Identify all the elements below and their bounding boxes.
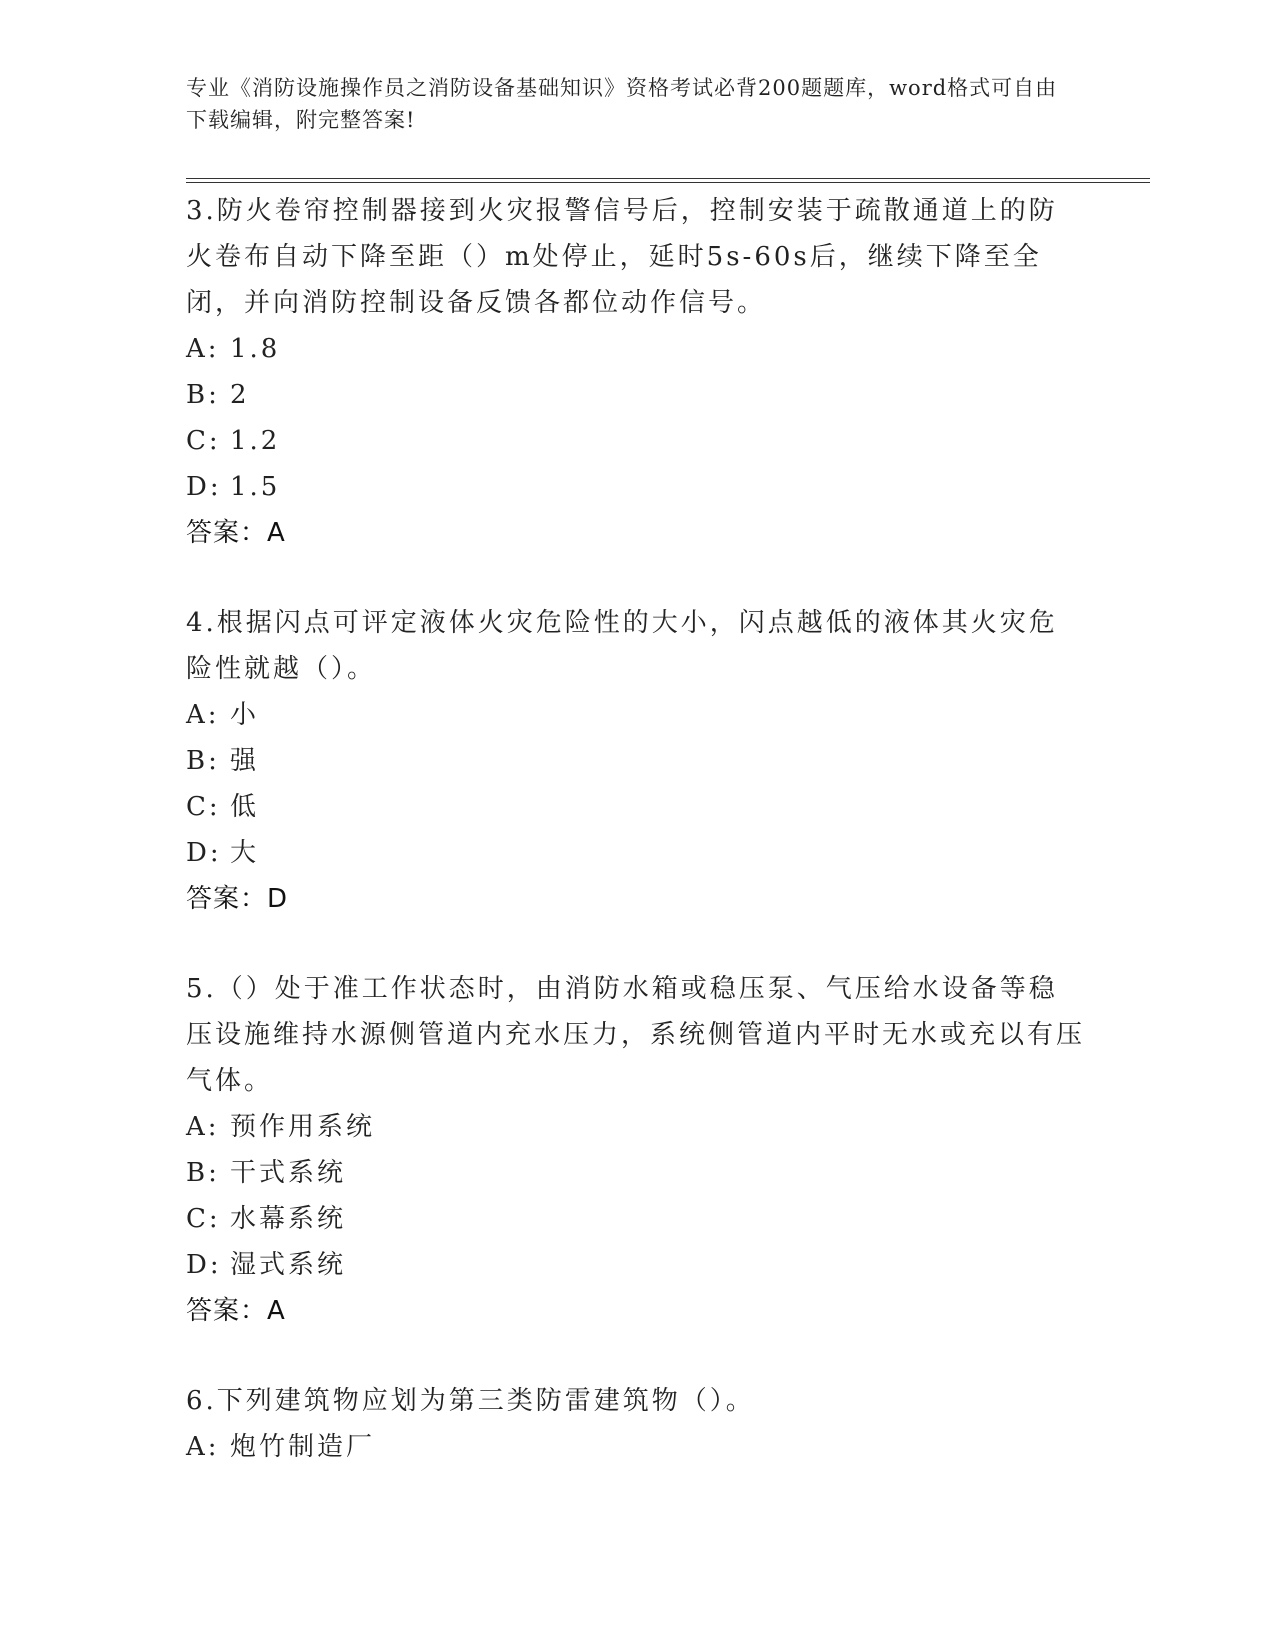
- question-list: [186, 188, 1086, 1514]
- answer-line: 答案：A: [186, 1296, 286, 1326]
- option-c: [186, 784, 1086, 830]
- option-value: 2: [230, 380, 250, 410]
- option-key: B:: [186, 380, 220, 410]
- question-4: [186, 600, 1086, 922]
- question-6: [186, 1378, 1086, 1470]
- option-c: [186, 418, 1086, 464]
- option-value: 1.5: [230, 472, 281, 502]
- question-text: 4.根据闪点可评定液体火灾危险性的大小，闪点越低的液体其火灾危险性就越（）。: [186, 608, 1058, 684]
- option-c: [186, 1196, 1086, 1242]
- option-b: [186, 738, 1086, 784]
- option-key: B:: [186, 1158, 220, 1188]
- option-value: 预作用系统: [230, 1112, 376, 1142]
- option-a: [186, 692, 1086, 738]
- question-text: 3.防火卷帘控制器接到火灾报警信号后，控制安装于疏散通道上的防火卷布自动下降至距（）m处停止，延时5s-60s后，继续下降至全闭，并向消防控制设备反馈各都位动作信号。: [186, 196, 1058, 318]
- option-value: 强: [230, 746, 260, 776]
- option-value: 低: [230, 792, 260, 822]
- document-header: 专业《消防设施操作员之消防设备基础知识》资格考试必背200题题库，word格式可自由下载编辑，附完整答案!: [186, 76, 1058, 132]
- option-key: D:: [186, 1250, 222, 1280]
- option-b: [186, 372, 1086, 418]
- header-rule-top: [186, 178, 1150, 179]
- option-key: C:: [186, 1204, 221, 1234]
- answer-line: 答案：D: [186, 884, 289, 914]
- header-rule-bottom: [186, 182, 1150, 183]
- answer-line: 答案：A: [186, 518, 286, 548]
- option-key: C:: [186, 426, 221, 456]
- option-a: [186, 326, 1086, 372]
- option-value: 炮竹制造厂: [230, 1432, 376, 1462]
- option-d: [186, 830, 1086, 876]
- option-key: A:: [186, 1432, 220, 1462]
- question-text: 6.下列建筑物应划为第三类防雷建筑物（）。: [186, 1386, 755, 1416]
- question-3: [186, 188, 1086, 556]
- option-key: D:: [186, 472, 222, 502]
- option-value: 大: [230, 838, 260, 868]
- question-5: [186, 966, 1086, 1334]
- question-text: 5.（）处于准工作状态时，由消防水箱或稳压泵、气压给水设备等稳压设施维持水源侧管道内充水压力，系统侧管道内平时无水或充以有压气体。: [186, 974, 1086, 1096]
- option-value: 1.2: [230, 426, 281, 456]
- option-key: B:: [186, 746, 220, 776]
- option-d: [186, 1242, 1086, 1288]
- option-value: 干式系统: [230, 1158, 347, 1188]
- option-key: A:: [186, 1112, 220, 1142]
- option-value: 小: [230, 700, 260, 730]
- option-value: 湿式系统: [230, 1250, 347, 1280]
- option-value: 水幕系统: [230, 1204, 347, 1234]
- option-d: [186, 464, 1086, 510]
- option-key: D:: [186, 838, 222, 868]
- option-a: [186, 1424, 1086, 1470]
- option-a: [186, 1104, 1086, 1150]
- option-value: 1.8: [230, 334, 281, 364]
- option-b: [186, 1150, 1086, 1196]
- option-key: C:: [186, 792, 221, 822]
- option-key: A:: [186, 700, 220, 730]
- option-key: A:: [186, 334, 220, 364]
